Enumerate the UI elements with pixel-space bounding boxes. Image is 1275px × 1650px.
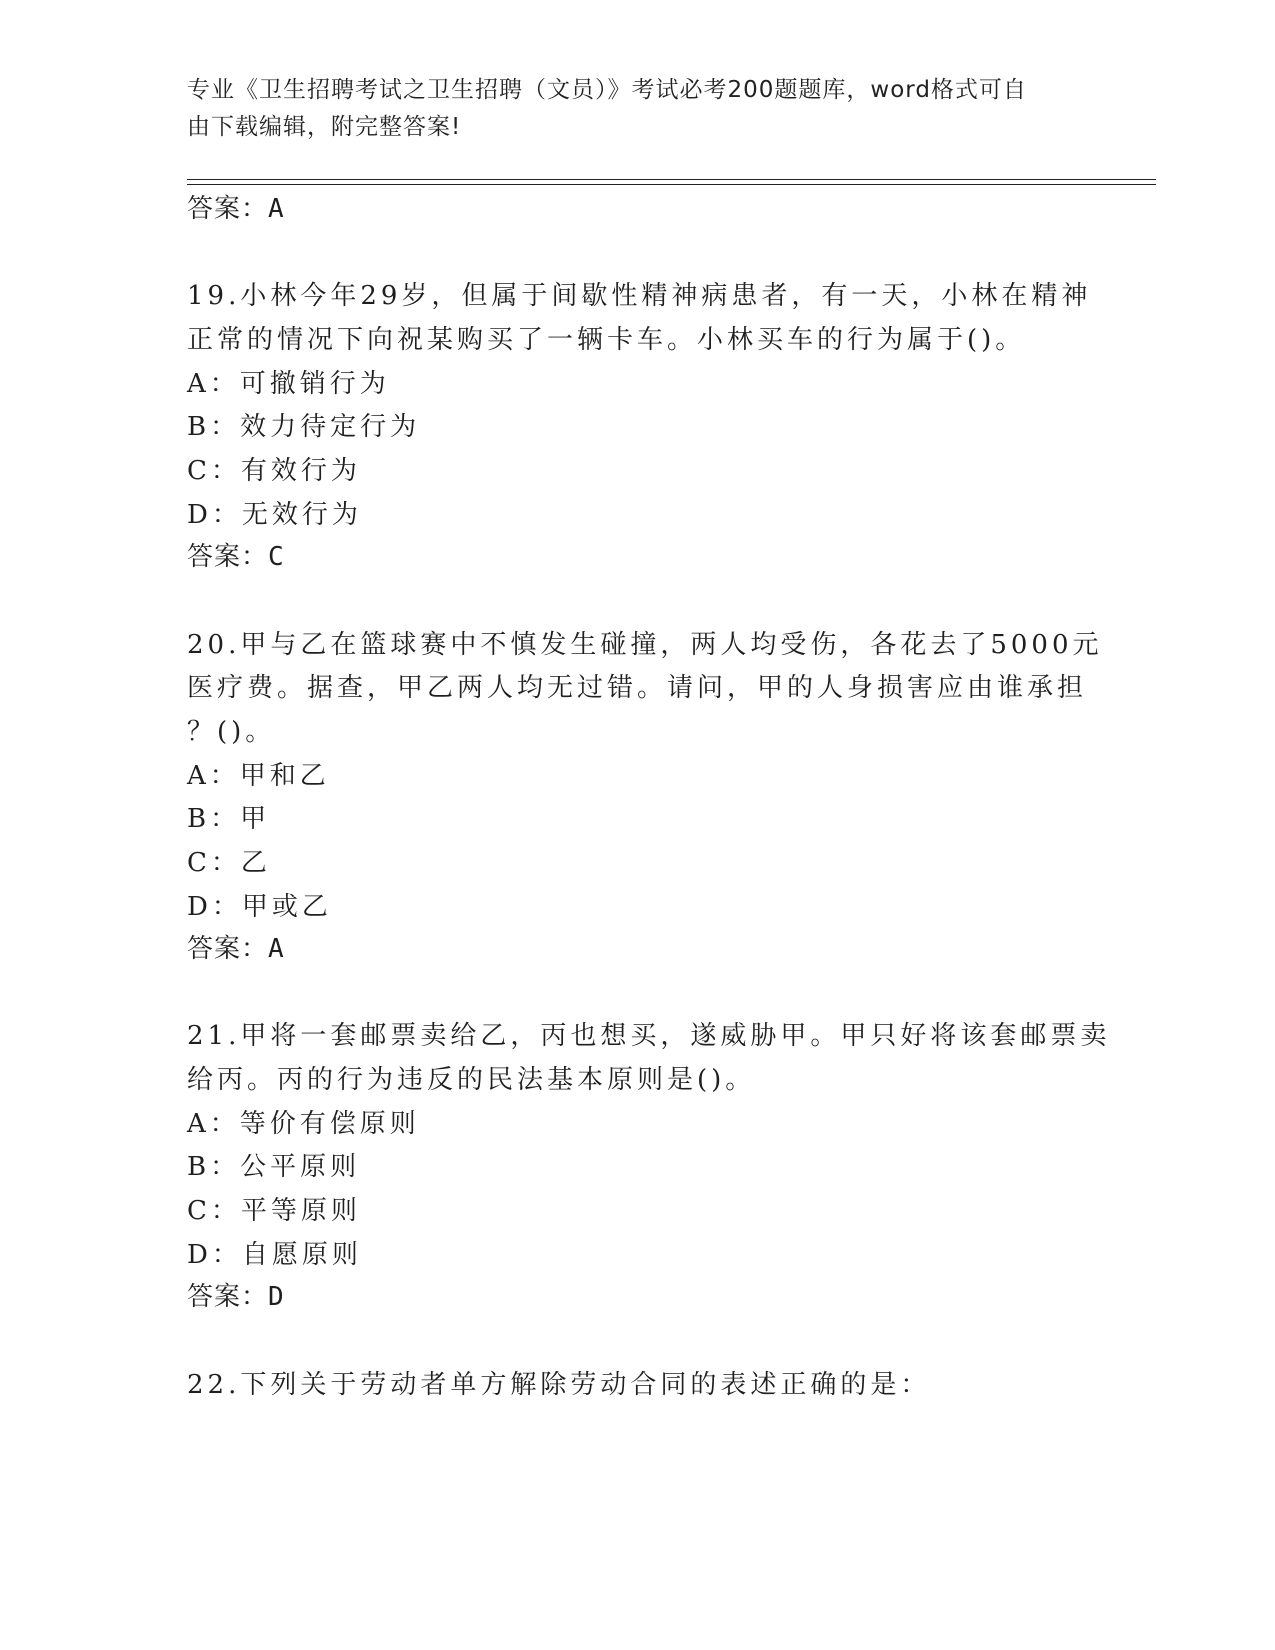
option-b: B：公平原则 (187, 1152, 361, 1182)
question-text-line: 21.甲将一套邮票卖给乙，丙也想买，遂威胁甲。甲只好将该套邮票卖 (187, 1021, 1111, 1051)
answer-line (187, 1276, 285, 1313)
answer-value: A (268, 934, 285, 964)
question-text-line: 给丙。丙的行为违反的民法基本原则是()。 (187, 1065, 756, 1095)
answer-prefix: 答案： (187, 1282, 269, 1312)
option-d: D：自愿原则 (187, 1240, 362, 1270)
answer-value: A (268, 194, 285, 224)
question-text-line: 正常的情况下向祝某购买了一辆卡车。小林买车的行为属于()。 (187, 325, 1026, 355)
answer-value: C (268, 542, 285, 572)
answer-prefix: 答案： (187, 934, 269, 964)
question-text-line: 医疗费。据查，甲乙两人均无过错。请问，甲的人身损害应由谁承担 (187, 673, 1088, 703)
option-c: C：乙 (187, 848, 271, 878)
header-divider-bottom (187, 184, 1156, 185)
option-b: B：甲 (187, 804, 271, 834)
question-text-line: 20.甲与乙在篮球赛中不慎发生碰撞，两人均受伤，各花去了5000元 (187, 630, 1103, 660)
document-header (187, 72, 1067, 146)
answer-value: D (268, 1282, 285, 1312)
header-line-2: 由下载编辑，附完整答案! (187, 114, 462, 140)
question-text-line: 22.下列关于劳动者单方解除劳动合同的表述正确的是： (187, 1370, 931, 1400)
option-d: D：甲或乙 (187, 892, 332, 922)
question-text-line: ？()。 (187, 717, 276, 747)
answer-line (187, 188, 285, 225)
option-d: D：无效行为 (187, 500, 362, 530)
answer-line (187, 928, 285, 965)
option-a: A：可撤销行为 (187, 369, 390, 399)
option-b: B：效力待定行为 (187, 412, 421, 442)
header-divider-top (187, 179, 1156, 180)
option-a: A：甲和乙 (187, 761, 330, 791)
answer-prefix: 答案： (187, 194, 269, 224)
option-c: C：平等原则 (187, 1196, 361, 1226)
option-a: A：等价有偿原则 (187, 1109, 420, 1139)
header-line-1: 专业《卫生招聘考试之卫生招聘（文员）》考试必考200题题库，word格式可自 (187, 77, 1027, 103)
question-text-line: 19.小林今年29岁，但属于间歇性精神病患者，有一天，小林在精神 (187, 281, 1092, 311)
answer-prefix: 答案： (187, 542, 269, 572)
answer-line (187, 536, 285, 573)
option-c: C：有效行为 (187, 456, 361, 486)
